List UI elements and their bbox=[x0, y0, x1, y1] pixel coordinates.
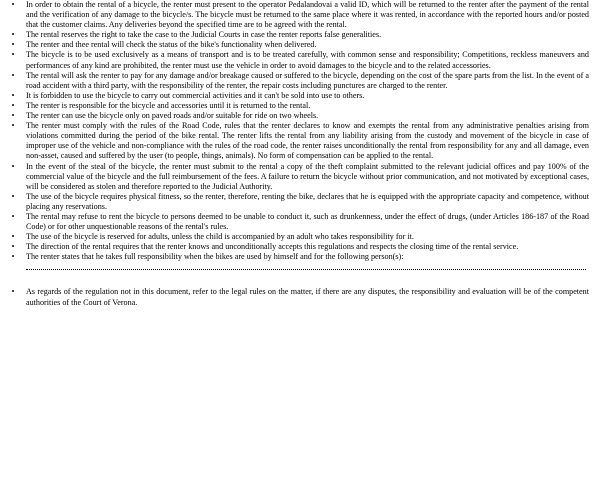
rule-text: The rental will ask the renter to pay for any damage and/or breakage caused or suffered to the bicycle, depending on the cost of the spare parts from the list. In the event of a road accident with a third party, with the responsibility of the renter, the repair costs including punctures are charged to the renter. bbox=[26, 70, 589, 90]
rule-item bbox=[8, 30, 589, 40]
bullet-icon: • bbox=[11, 191, 15, 201]
rule-item bbox=[8, 192, 589, 212]
rule-item bbox=[8, 101, 589, 111]
bullet-icon: • bbox=[11, 40, 15, 50]
bullet-icon: • bbox=[11, 50, 15, 60]
bullet-icon: • bbox=[11, 252, 15, 262]
bullet-icon: • bbox=[11, 111, 15, 121]
bullet-icon: • bbox=[11, 90, 15, 100]
rule-item bbox=[8, 111, 589, 121]
bullet-icon: • bbox=[11, 30, 15, 40]
rule-item bbox=[8, 162, 589, 192]
rule-item bbox=[8, 242, 589, 252]
rule-item bbox=[8, 121, 589, 161]
bullet-icon: • bbox=[11, 70, 15, 80]
rule-text: The renter must comply with the rules of the Road Code, rules that the renter declares to know and exempts the rental from any administrative penalties arising from violations committed during the period of the bike rental. The renter lifts the rental from any liability arising from the custody and movement of the bicycle in case of improper use of the vehicle and non-compliance with the rules of the road code, the renter raises unconditionally the rental from responsibility for any and all damage, even non-asset, caused and suffered by the user (to people, things, animals). No form of compensation can be applied to the rental. bbox=[26, 121, 589, 161]
rule-text: The direction of the rental requires that the renter knows and unconditionally accepts this regulations and respects the closing time of the rental service. bbox=[26, 242, 519, 252]
rule-text: The rental may refuse to rent the bicycle to persons deemed to be unable to conduct it, such as drunkenness, under the effect of drugs, (under Articles 186-187 of the Road Code) or for other unquestionable reasons of the rental's rules. bbox=[26, 211, 589, 232]
rule-text: The rental reserves the right to take the case to the Judicial Courts in case the renter reports false generalities. bbox=[26, 30, 382, 40]
rule-text: In the event of the steal of the bicycle, the renter must submit to the rental a copy of the theft complaint submitted to the relevant judicial offices and pay 100% of the commercial value of the bicycle and the full reimbursement of the fees. A failure to return the bicycle without prior communication, and not motivated by exceptional cases, will be considered as stolen and therefore reported to the Judicial Authority. bbox=[26, 161, 589, 191]
rule-item bbox=[8, 91, 589, 101]
rental-rules-list bbox=[8, 0, 589, 308]
bullet-icon: • bbox=[11, 211, 15, 221]
rule-item bbox=[8, 287, 589, 307]
rule-text: The renter and thee rental will check the status of the bike's functionality when delivered. bbox=[26, 40, 317, 50]
rule-item bbox=[8, 252, 589, 262]
persons-fill-in-line[interactable] bbox=[8, 269, 589, 283]
rule-text: It is forbidden to use the bicycle to carry out commercial activities and it can't be sold into use to others. bbox=[26, 90, 365, 100]
bullet-icon: • bbox=[11, 121, 15, 131]
rule-item bbox=[8, 212, 589, 232]
bullet-icon: • bbox=[11, 232, 15, 242]
rule-text: The renter is responsible for the bicycle and accessories until it is returned to the rental. bbox=[26, 100, 311, 110]
rule-text: The renter states that he takes full responsibility when the bikes are used by himself and for the following person(s): bbox=[26, 252, 404, 262]
rule-text: The bicycle is to be used exclusively as a means of transport and is to be treated carefully, with common sense and responsibility; Competitions, reckless maneuvers and performances of any kind are prohibited, the renter must use the vehicle in order to avoid damages to the bicycle and to the related accessories. bbox=[26, 50, 589, 70]
rule-text: In order to obtain the rental of a bicycle, the renter must present to the operator Pedalandovai a valid ID, which will be returned to the renter after the payment of the rental and the verification of any damage to the bicycle/s. The bicycle must be returned to the same place where it was rented, in accordance with the reported hours and/or posted that the customer claims. Any deliveries beyond the specified time are to be agreed with the rental. bbox=[26, 0, 589, 30]
rule-item bbox=[8, 71, 589, 91]
rule-text: The use of the bicycle requires physical fitness, so the renter, therefore, renting the bike, declares that he is equipped with the appropriate capacity and competence, without placing any reservations. bbox=[26, 191, 589, 211]
dotted-line bbox=[26, 269, 586, 270]
bullet-icon: • bbox=[11, 242, 15, 252]
bullet-icon: • bbox=[11, 100, 15, 110]
rule-item bbox=[8, 50, 589, 70]
rule-item bbox=[8, 232, 589, 242]
bullet-icon: • bbox=[11, 287, 15, 297]
bullet-icon: • bbox=[11, 0, 15, 9]
bullet-icon: • bbox=[11, 161, 15, 171]
rule-text: As regards of the regulation not in this document, refer to the legal rules on the matter, if there are any disputes, the responsibility and evaluation will be of the competent authorities of the Court of Verona. bbox=[26, 287, 589, 307]
rule-item bbox=[8, 40, 589, 50]
rule-text: The renter can use the bicycle only on paved roads and/or suitable for ride on two wheels. bbox=[26, 111, 319, 121]
rule-text: The use of the bicycle is reserved for adults, unless the child is accompanied by an adult who takes responsibility for it. bbox=[26, 232, 414, 242]
rule-item bbox=[8, 0, 589, 30]
